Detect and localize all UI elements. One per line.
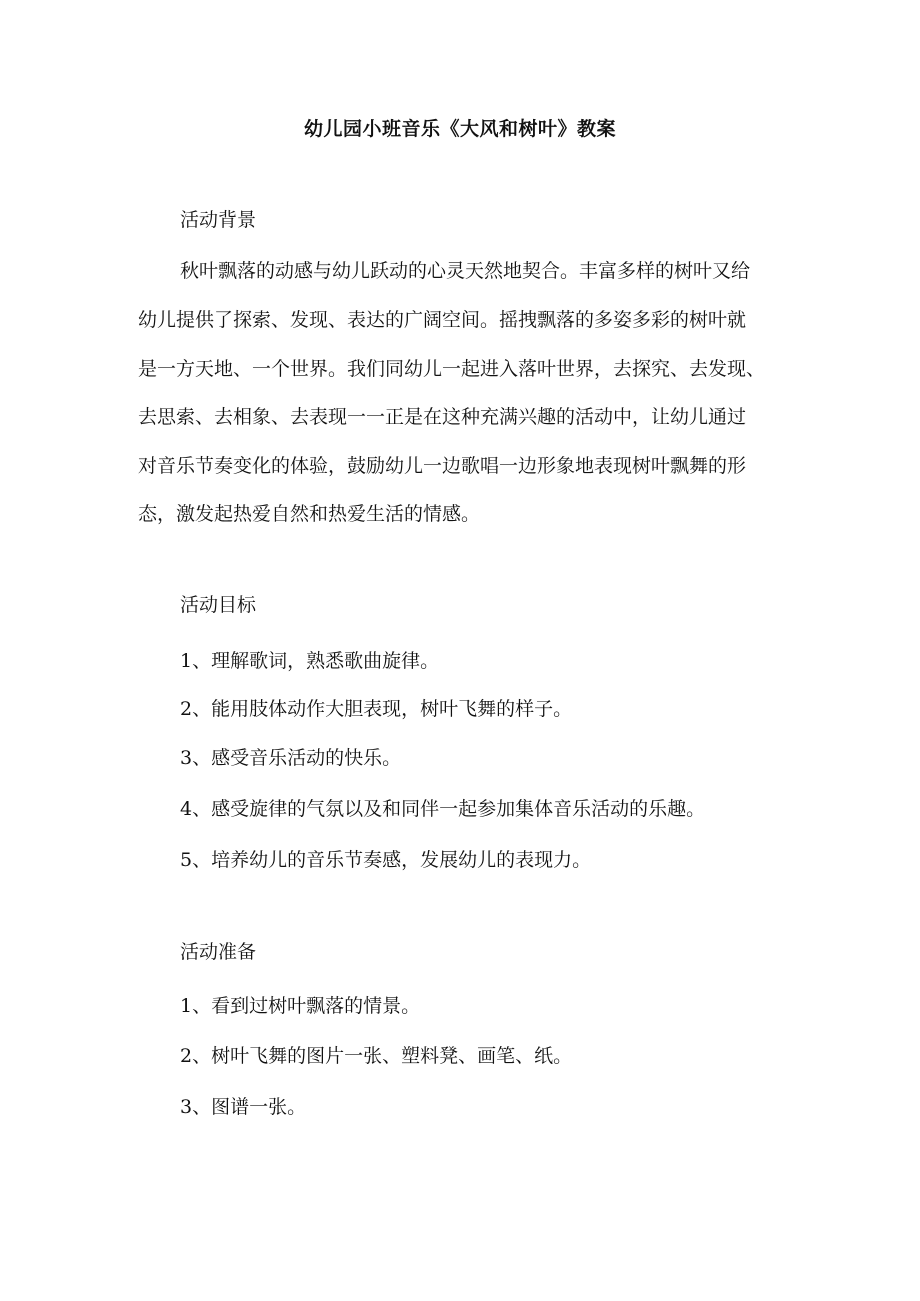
paragraph-line: 对音乐节奏变化的体验，鼓励幼儿一边歌唱一边形象地表现树叶飘舞的形 [138,455,747,477]
section-heading-preparation: 活动准备 [180,941,257,963]
paragraph-line: 态，激发起热爱自然和热爱生活的情感。 [138,503,481,525]
document-title: 幼儿园小班音乐《大风和树叶》教案 [303,118,616,140]
section-heading-goals: 活动目标 [180,594,257,616]
preparation-item: 3、图谱一张。 [180,1096,307,1118]
goal-item: 4、感受旋律的气氛以及和同伴一起参加集体音乐活动的乐趣。 [180,798,706,820]
goal-item: 3、感受音乐活动的快乐。 [180,747,402,769]
paragraph-line: 幼儿提供了探索、发现、表达的广阔空间。摇拽飘落的多姿多彩的树叶就 [138,309,747,331]
paragraph-line: 去思索、去相象、去表现一一正是在这种充满兴趣的活动中，让幼儿通过 [138,406,747,428]
goal-item: 1、理解歌词，熟悉歌曲旋律。 [180,650,440,672]
section-heading-background: 活动背景 [180,209,257,231]
goal-item: 2、能用肢体动作大胆表现，树叶飞舞的样子。 [180,698,573,720]
paragraph-line: 秋叶飘落的动感与幼儿跃动的心灵天然地契合。丰富多样的树叶又给 [180,260,751,282]
goal-item: 5、培养幼儿的音乐节奏感，发展幼儿的表现力。 [180,849,592,871]
preparation-item: 2、树叶飞舞的图片一张、塑料凳、画笔、纸。 [180,1045,573,1067]
preparation-item: 1、看到过树叶飘落的情景。 [180,995,421,1017]
paragraph-line: 是一方天地、一个世界。我们同幼儿一起进入落叶世界，去探究、去发现、 [138,358,766,380]
